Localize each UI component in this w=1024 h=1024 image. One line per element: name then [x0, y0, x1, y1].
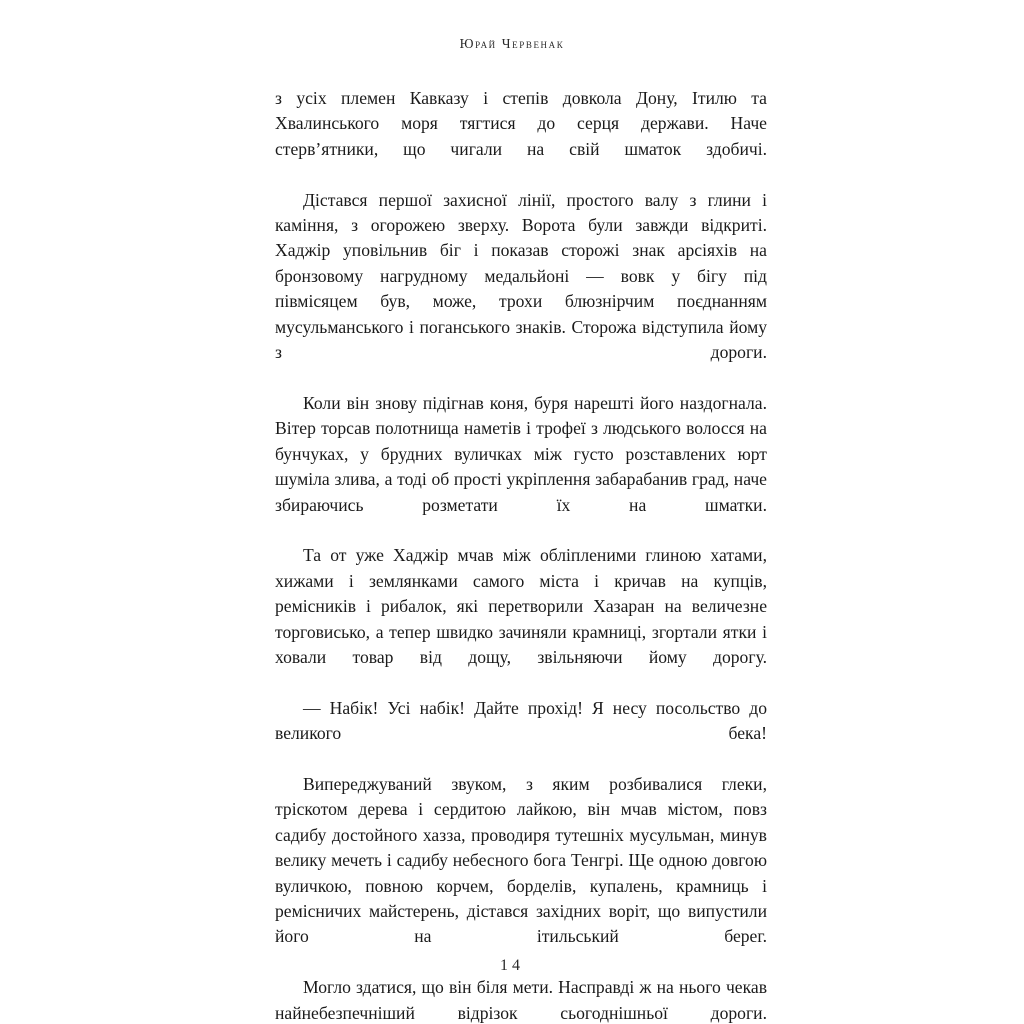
paragraph-dialogue: — Набік! Усі набік! Дайте прохід! Я несу посольство до великого бека! — [275, 697, 767, 744]
paragraph-1: Дістався першої захисної лінії, простого валу з глини і каміння, з огорожею зверху. Ворота були завжди відкриті. Хаджір уповільнив біг і показав сторожі знак арсіяхів на бронзовому нагрудному медальйоні — вовк у бігу під півмісяцем був, може, трохи блюзнірчим поєднанням мусульманського і поганського знаків. Сторожа відступила йому з дороги. — [275, 189, 767, 363]
body-text-column — [275, 86, 767, 1024]
page-number: 14 — [500, 957, 524, 974]
running-head-author: Юрай Червенак — [459, 36, 565, 51]
paragraph-3: Та от уже Хаджір мчав між обліпленими глиною хатами, хижами і землянками самого міста і кричав на купців, ремісників і рибалок, які перетворили Хазаран на величезне торговисько, а тепер швидко зачиняли крамниці, згортали ятки і ховали товар від дощу, звільняючи йому дорогу. — [275, 545, 767, 667]
paragraph-2: Коли він знову підігнав коня, буря нарешті його наздогнала. Вітер торсав полотнища наметів і трофеї з людського волосся на бунчуках, у брудних вуличках між густо розставлених юрт шуміла злива, а тоді об прості укріплення забарабанив град, наче збираючись розметати їх на шматки. — [275, 392, 767, 515]
paragraph-5: Випереджуваний звуком, з яким розбивалися глеки, тріскотом дерева і сердитою лайкою, він мчав містом, повз садибу достойного хазза, проводиря тутешніх мусульман, минув велику мечеть і садибу небесного бога Тенгрі. Ще одною довгою вуличкою, повною корчем, борделів, купалень, крамниць і ремісничих майстерень, дістався західних воріт, що випустили його на ітильський берег. — [275, 773, 767, 947]
paragraph-6: Могло здатися, що він біля мети. Насправді ж на нього чекав найнебезпечніший відрізок сьогоднішньої дороги. — [275, 977, 767, 1023]
paragraph-continued: з усіх племен Кавказу і степів довкола Дону, Ітилю та Хвалинського моря тягтися до серця держави. Наче стерв’ятники, що чигали на свій шматок здобичі. — [275, 88, 767, 159]
